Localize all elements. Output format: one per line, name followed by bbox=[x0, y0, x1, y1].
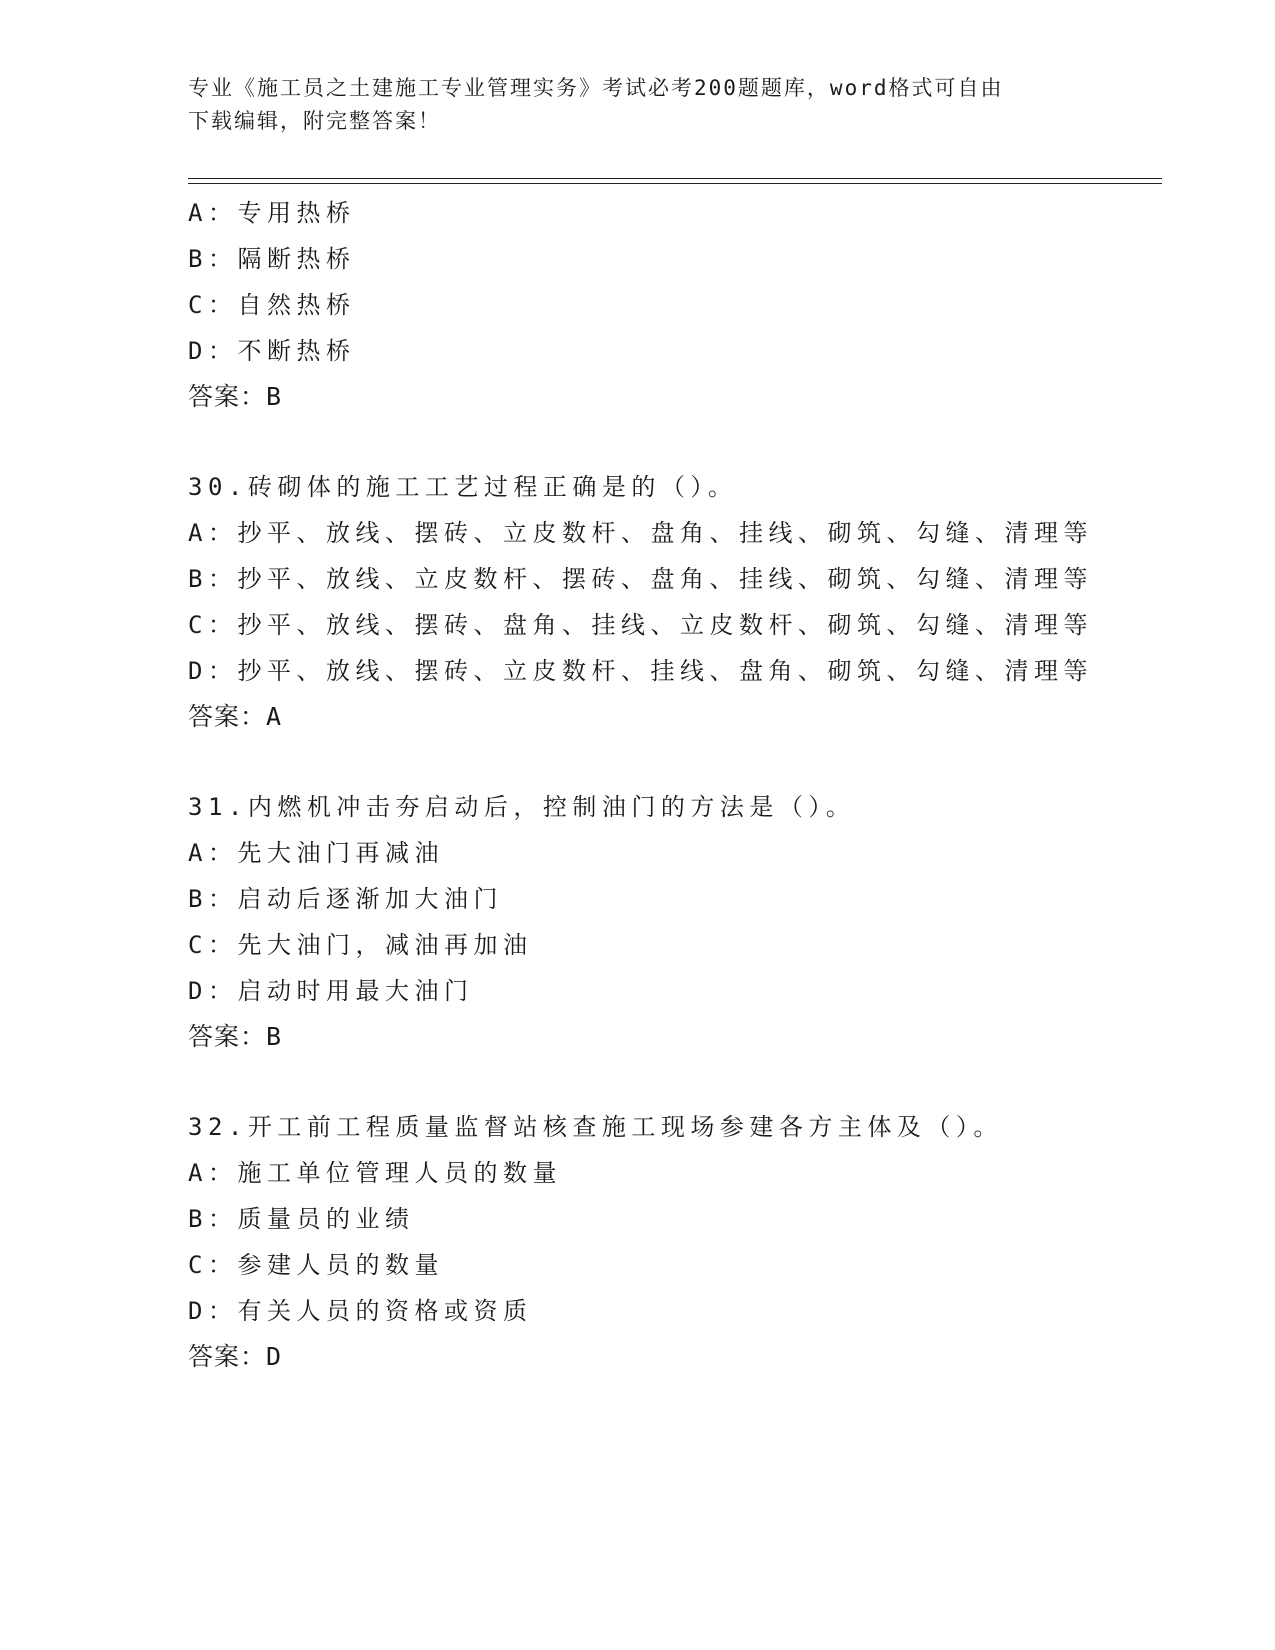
question-29 bbox=[188, 190, 1162, 420]
option-c: C：参建人员的数量 bbox=[188, 1251, 444, 1279]
question-30 bbox=[188, 464, 1162, 740]
option-c: C：自然热桥 bbox=[188, 291, 356, 319]
option-b: B：质量员的业绩 bbox=[188, 1205, 415, 1233]
option-d: D：有关人员的资格或资质 bbox=[188, 1297, 533, 1325]
question-text: 31.内燃机冲击夯启动后，控制油门的方法是（）。 bbox=[188, 793, 856, 821]
document-header bbox=[188, 72, 1068, 138]
question-text: 30.砖砌体的施工工艺过程正确是的（）。 bbox=[188, 473, 738, 501]
option-a: A：施工单位管理人员的数量 bbox=[188, 1159, 562, 1187]
option-b: B：抄平、放线、立皮数杆、摆砖、盘角、挂线、砌筑、勾缝、清理等 bbox=[188, 565, 1093, 593]
header-divider-top bbox=[188, 178, 1162, 179]
answer: 答案：D bbox=[188, 1342, 283, 1371]
answer: 答案：B bbox=[188, 382, 283, 411]
answer: 答案：B bbox=[188, 1022, 283, 1051]
header-divider-bottom bbox=[188, 183, 1162, 184]
option-c: C：抄平、放线、摆砖、盘角、挂线、立皮数杆、砌筑、勾缝、清理等 bbox=[188, 611, 1093, 639]
option-a: A：专用热桥 bbox=[188, 199, 356, 227]
header-line-2: 下载编辑，附完整答案！ bbox=[188, 109, 441, 133]
option-d: D：启动时用最大油门 bbox=[188, 977, 474, 1005]
question-list bbox=[188, 190, 1162, 1380]
option-a: A：先大油门再减油 bbox=[188, 839, 444, 867]
question-31 bbox=[188, 784, 1162, 1060]
option-a: A：抄平、放线、摆砖、立皮数杆、盘角、挂线、砌筑、勾缝、清理等 bbox=[188, 519, 1093, 547]
question-text: 32.开工前工程质量监督站核查施工现场参建各方主体及（）。 bbox=[188, 1113, 1003, 1141]
option-b: B：隔断热桥 bbox=[188, 245, 356, 273]
header-line-1: 专业《施工员之土建施工专业管理实务》考试必考200题题库，word格式可自由 bbox=[188, 76, 1004, 100]
answer: 答案：A bbox=[188, 702, 283, 731]
question-32 bbox=[188, 1104, 1162, 1380]
option-d: D：不断热桥 bbox=[188, 337, 356, 365]
option-c: C：先大油门，减油再加油 bbox=[188, 931, 533, 959]
option-b: B：启动后逐渐加大油门 bbox=[188, 885, 503, 913]
option-d: D：抄平、放线、摆砖、立皮数杆、挂线、盘角、砌筑、勾缝、清理等 bbox=[188, 657, 1093, 685]
